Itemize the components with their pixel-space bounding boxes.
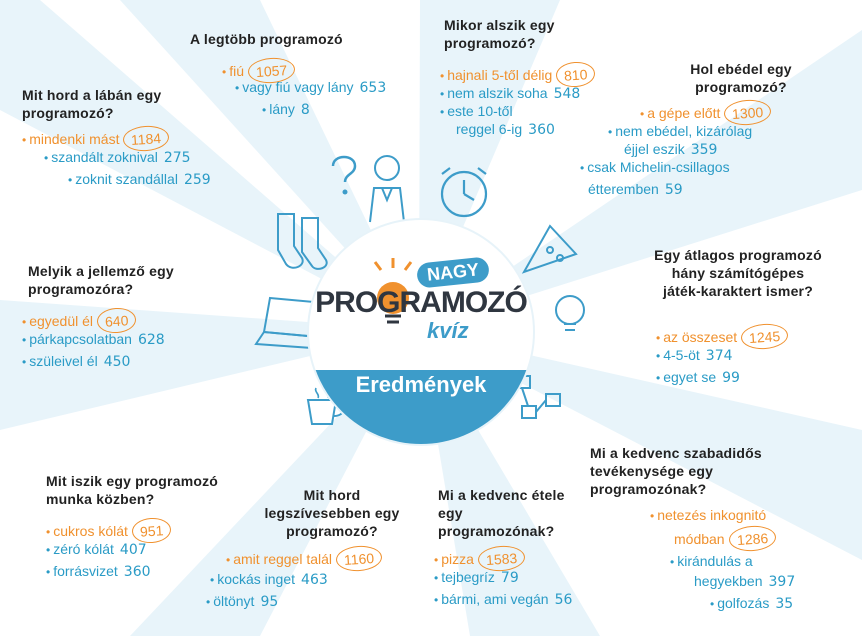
question-6: Egy átlagos programozó hány számítógépes játék-karaktert ismer? bbox=[654, 247, 822, 299]
results-title: Eredmények bbox=[355, 372, 487, 397]
quiz-logo-badge bbox=[307, 218, 535, 446]
answer-4-1: • mindenki mást 1184 bbox=[22, 126, 170, 151]
answer-10-2: • kirándulás a bbox=[670, 553, 753, 569]
answer-9-1: • pizza 1583 bbox=[434, 546, 525, 571]
answer-3-2-cont: éjjel eszik 359 bbox=[624, 141, 718, 158]
question-9: Mi a kedvenc étele egy programozónak? bbox=[438, 487, 565, 539]
pizza-icon bbox=[520, 222, 580, 278]
question-3: Hol ebédel egy programozó? bbox=[690, 61, 792, 95]
answer-7-2: • zéró kólát 407 bbox=[46, 541, 147, 558]
logo-kviz: kvíz bbox=[427, 318, 469, 343]
socks-icon bbox=[272, 210, 332, 274]
answer-3-3: • csak Michelin-csillagos bbox=[580, 159, 730, 175]
answer-8-2: • kockás inget 463 bbox=[210, 571, 328, 588]
question-7: Mit iszik egy programozó munka közben? bbox=[46, 473, 219, 507]
lightbulb-icon bbox=[544, 288, 596, 340]
answer-10-1-cont: módban 1286 bbox=[674, 526, 776, 551]
answer-3-2: • nem ebédel, kizárólag bbox=[608, 123, 753, 139]
answer-9-2: • tejbegríz 79 bbox=[434, 569, 519, 586]
answer-6-2: • 4-5-öt 374 bbox=[656, 347, 733, 364]
alarm-clock-icon bbox=[432, 160, 496, 224]
answer-2-2: • nem alszik soha 548 bbox=[440, 85, 581, 102]
answer-2-3: • este 10-től bbox=[440, 103, 513, 119]
answer-1-1: • fiú 1057 bbox=[222, 58, 295, 83]
question-1: A legtöbb programozó bbox=[190, 31, 343, 47]
question-5: Melyik a jellemző egy programozóra? bbox=[28, 263, 174, 297]
thinking-person-icon bbox=[362, 152, 412, 224]
answer-6-1: • az összeset 1245 bbox=[656, 324, 788, 349]
answer-5-1: • egyedül él 640 bbox=[22, 308, 136, 333]
answer-5-2: • párkapcsolatban 628 bbox=[22, 331, 165, 348]
question-2: Mikor alszik egy programozó? bbox=[444, 17, 555, 51]
answer-2-1: • hajnali 5-től délig 810 bbox=[440, 62, 596, 87]
answer-6-3: • egyet se 99 bbox=[656, 369, 740, 386]
question-4: Mit hord a lábán egy programozó? bbox=[22, 87, 162, 121]
answer-3-1: • a gépe előtt 1300 bbox=[640, 100, 772, 125]
logo-nagy: NAGY bbox=[416, 256, 490, 288]
answer-5-3: • szüleivel él 450 bbox=[22, 353, 131, 370]
answer-2-3-cont: reggel 6-ig 360 bbox=[456, 121, 555, 138]
question-mark-icon bbox=[325, 150, 365, 200]
answer-10-2-cont: hegyekben 397 bbox=[694, 573, 796, 590]
answer-10-3: • golfozás 35 bbox=[710, 595, 794, 612]
answer-7-1: • cukros kólát 951 bbox=[46, 518, 171, 543]
answer-8-1: • amit reggel talál 1160 bbox=[226, 546, 382, 571]
answer-4-2: • szandált zoknival 275 bbox=[44, 149, 191, 166]
answer-8-3: • öltönyt 95 bbox=[206, 593, 279, 610]
answer-1-2: • vagy fiú vagy lány 653 bbox=[235, 79, 387, 96]
answer-1-3: • lány 8 bbox=[262, 101, 310, 118]
answer-4-3: • zoknit szandállal 259 bbox=[68, 171, 211, 188]
logo-programozo: PROGRAMOZÓ bbox=[315, 286, 527, 319]
answer-3-3-cont: étteremben 59 bbox=[588, 181, 683, 198]
answer-10-1: • netezés inkognitó bbox=[650, 507, 767, 523]
answer-7-3: • forrásvizet 360 bbox=[46, 563, 151, 580]
answer-9-3: • bármi, ami vegán 56 bbox=[434, 591, 573, 608]
question-8: Mit hord legszívesebben egy programozó? bbox=[264, 487, 400, 539]
question-10: Mi a kedvenc szabadidős tevékenysége egy programozónak? bbox=[590, 445, 762, 497]
